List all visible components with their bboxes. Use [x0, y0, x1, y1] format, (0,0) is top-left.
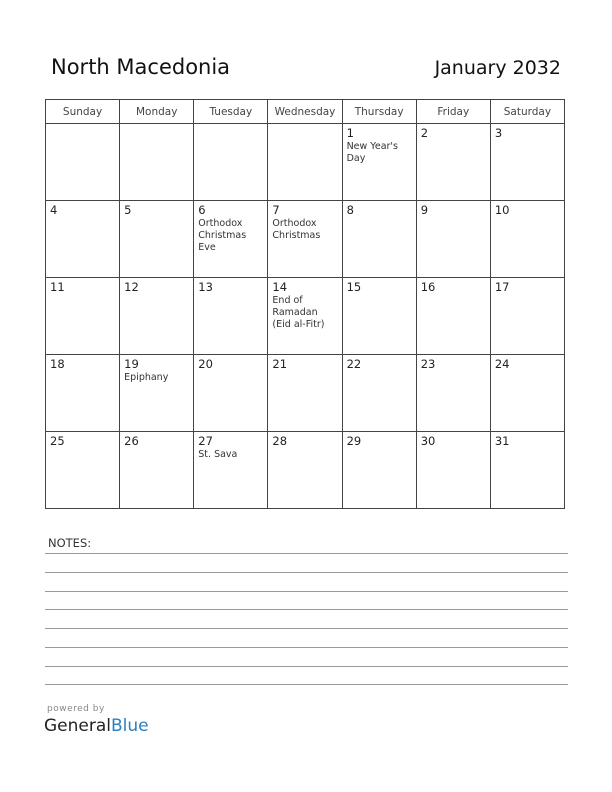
weekday-header-row	[46, 100, 565, 124]
day-number: 3	[494, 126, 503, 140]
day-number: 21	[272, 357, 288, 371]
day-number: 9	[420, 203, 429, 217]
note-line	[45, 572, 568, 573]
day-cell	[46, 432, 120, 509]
day-cell	[416, 124, 490, 201]
day-cell	[416, 278, 490, 355]
week-row	[46, 124, 565, 201]
month-title: January 2032	[434, 57, 561, 79]
day-cell	[268, 355, 342, 432]
week-row	[46, 432, 565, 509]
day-number: 5	[124, 203, 132, 217]
day-number: 7	[272, 203, 280, 217]
day-number: 15	[346, 280, 362, 294]
day-number: 6	[198, 203, 206, 217]
day-number: 12	[124, 280, 139, 294]
day-cell	[46, 355, 120, 432]
note-line	[45, 628, 568, 629]
day-number: 31	[494, 434, 510, 448]
day-cell	[194, 124, 268, 201]
day-number: 16	[420, 280, 436, 294]
note-line	[45, 591, 568, 592]
note-line	[45, 647, 568, 648]
day-cell	[342, 355, 416, 432]
weekday-header: Saturday	[490, 100, 564, 124]
calendar-grid	[45, 99, 565, 509]
note-line	[45, 666, 568, 667]
page-title: North Macedonia	[51, 55, 231, 79]
weekday-header: Sunday	[46, 100, 120, 124]
day-cell	[120, 201, 194, 278]
day-cell	[268, 432, 342, 509]
day-cell	[490, 355, 564, 432]
day-cell	[46, 278, 120, 355]
day-number: 27	[198, 434, 213, 448]
holiday-label: Epiphany	[124, 372, 169, 383]
holiday-label: End of Ramadan (Eid al-Fitr)	[272, 295, 325, 330]
day-cell	[194, 278, 268, 355]
day-number: 19	[124, 357, 139, 371]
day-cell	[120, 278, 194, 355]
day-cell	[268, 124, 342, 201]
day-cell	[490, 278, 564, 355]
holiday-label: St. Sava	[198, 449, 238, 460]
day-number: 26	[124, 434, 139, 448]
day-cell	[342, 432, 416, 509]
day-cell	[46, 124, 120, 201]
day-cell	[268, 201, 342, 278]
day-number: 25	[50, 434, 65, 448]
day-number: 28	[272, 434, 288, 448]
weekday-header: Wednesday	[268, 100, 342, 124]
powered-by-text: powered by	[47, 704, 105, 714]
day-cell	[46, 201, 120, 278]
notes-label: NOTES:	[48, 536, 92, 550]
day-cell	[120, 355, 194, 432]
day-number: 30	[420, 434, 436, 448]
week-row	[46, 355, 565, 432]
day-number: 22	[346, 357, 362, 371]
weekday-header: Monday	[120, 100, 194, 124]
day-cell	[194, 432, 268, 509]
day-number: 10	[494, 203, 510, 217]
note-line	[45, 684, 568, 685]
brand-logo	[44, 716, 149, 736]
day-cell	[120, 432, 194, 509]
day-number: 17	[494, 280, 510, 294]
day-number: 2	[420, 126, 429, 140]
day-number: 4	[50, 203, 58, 217]
week-row	[46, 201, 565, 278]
day-cell	[416, 201, 490, 278]
day-number: 29	[346, 434, 362, 448]
day-number: 24	[494, 357, 510, 371]
day-number: 11	[50, 280, 65, 294]
day-number: 23	[420, 357, 436, 371]
day-number: 1	[346, 126, 354, 140]
week-row	[46, 278, 565, 355]
day-number: 20	[198, 357, 213, 371]
day-number: 14	[272, 280, 288, 294]
day-cell	[342, 201, 416, 278]
holiday-label: Orthodox Christmas Eve	[198, 218, 247, 253]
day-number: 18	[50, 357, 65, 371]
day-cell	[342, 124, 416, 201]
day-cell	[194, 355, 268, 432]
day-cell	[194, 201, 268, 278]
brand-general: General	[44, 716, 111, 736]
day-cell	[416, 355, 490, 432]
day-cell	[416, 432, 490, 509]
holiday-label: New Year's Day	[346, 141, 398, 164]
note-line	[45, 609, 568, 610]
note-line	[45, 553, 568, 554]
brand-blue: Blue	[111, 716, 149, 736]
day-cell	[120, 124, 194, 201]
day-number: 8	[346, 203, 354, 217]
day-number: 13	[198, 280, 213, 294]
weekday-header: Tuesday	[194, 100, 268, 124]
weekday-header: Thursday	[342, 100, 416, 124]
day-cell	[490, 124, 564, 201]
day-cell	[268, 278, 342, 355]
holiday-label: Orthodox Christmas	[272, 218, 321, 241]
day-cell	[342, 278, 416, 355]
day-cell	[490, 201, 564, 278]
day-cell	[490, 432, 564, 509]
weekday-header: Friday	[416, 100, 490, 124]
